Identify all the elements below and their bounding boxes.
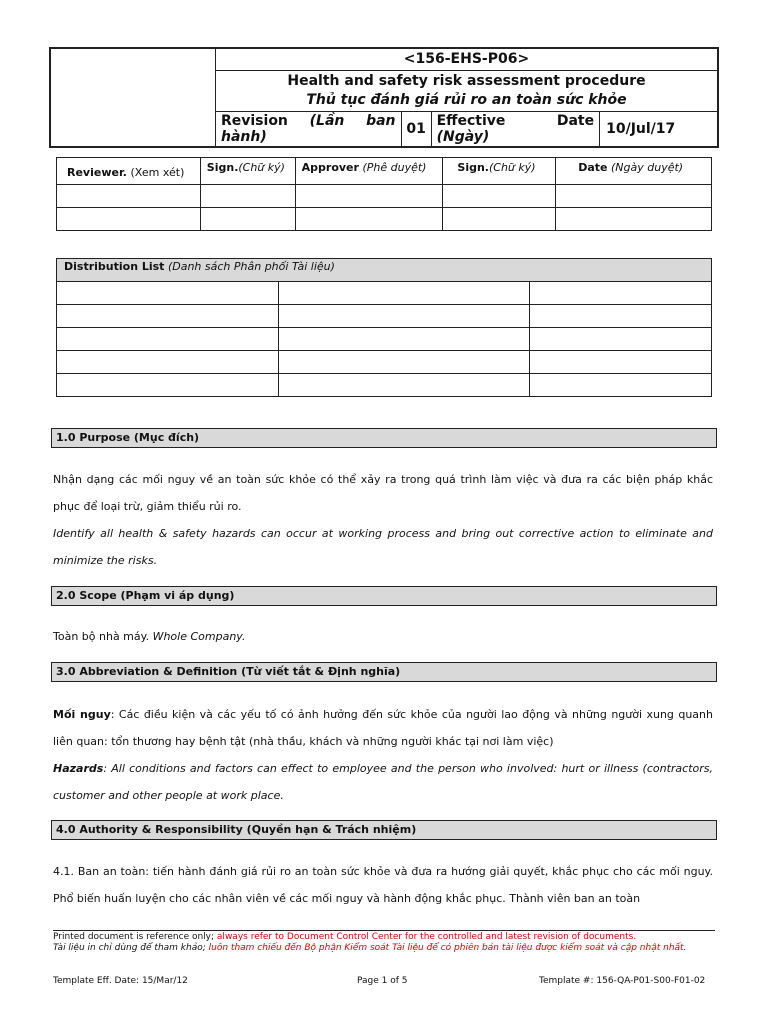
table-cell[interactable] — [278, 374, 530, 397]
footer-note-vi: Tài liệu in chỉ dùng để tham khảo; luôn tham chiếu đến Bộ phận Kiểm soát Tài liệu để có phiên bản tài liệu được kiểm soát và cập nhật nhất. — [53, 943, 687, 953]
approver-sign-header: Sign.(Chữ ký) — [443, 158, 556, 185]
table-row — [57, 328, 712, 351]
definition-vi: Mối nguy: Các điều kiện và các yếu tố có ảnh hưởng đến sức khỏe của người lao động và những người xung quanh liên quan: tổn thương hay bệnh tật (nhà thầu, khách và những người khác tại nơi làm việc) — [53, 708, 713, 748]
section-purpose-heading: 1.0 Purpose (Mục đích) — [51, 428, 717, 448]
table-cell[interactable] — [57, 282, 279, 305]
logo-cell — [50, 48, 215, 147]
table-cell[interactable] — [530, 351, 712, 374]
table-cell[interactable] — [57, 185, 201, 208]
table-cell[interactable] — [278, 351, 530, 374]
section-responsibility-heading: 4.0 Authority & Responsibility (Quyền hạn & Trách nhiệm) — [51, 820, 717, 840]
table-cell[interactable] — [295, 208, 443, 231]
effective-label-en: Effective — [436, 112, 506, 129]
table-row — [57, 351, 712, 374]
approval-date-header: Date (Ngày duyệt) — [556, 158, 712, 185]
revision-label-en: Revision — [220, 112, 288, 129]
purpose-text-en: Identify all health & safety hazards can occur at working process and bring out corrective action to eliminate and minimize the risks. — [53, 527, 713, 567]
review-approval-table — [56, 157, 712, 231]
table-cell[interactable] — [443, 208, 556, 231]
document-header-table — [49, 47, 719, 148]
table-cell[interactable] — [295, 185, 443, 208]
table-cell[interactable] — [200, 208, 295, 231]
effective-date-label — [431, 111, 600, 147]
table-cell[interactable] — [278, 282, 530, 305]
table-row — [57, 208, 712, 231]
doc-title-vi: Thủ tục đánh giá rủi ro an toàn sức khỏe — [306, 91, 627, 108]
template-number: Template #: 156-QA-P01-S00-F01-02 — [539, 976, 706, 986]
purpose-text-vi: Nhận dạng các mối nguy về an toàn sức khỏe có thể xảy ra trong quá trình làm việc và đưa ra các biện pháp khắc phục để loại trừ, giảm thiểu rủi ro. — [53, 473, 713, 513]
revision-label — [215, 111, 401, 147]
table-cell[interactable] — [57, 328, 279, 351]
table-row — [57, 282, 712, 305]
table-cell[interactable] — [57, 374, 279, 397]
purpose-text — [53, 466, 713, 574]
table-cell[interactable] — [530, 305, 712, 328]
reviewer-sign-header: Sign.(Chữ ký) — [200, 158, 295, 185]
table-cell[interactable] — [57, 305, 279, 328]
effective-date-value: 10/Jul/17 — [600, 111, 718, 147]
table-cell[interactable] — [278, 305, 530, 328]
date-label-en: Date — [556, 112, 595, 129]
distribution-list-table — [56, 258, 712, 397]
revision-label-vi-3: hành) — [220, 128, 267, 145]
table-row — [57, 185, 712, 208]
footer-divider — [53, 930, 715, 931]
footer-note-en: Printed document is reference only; always refer to Document Control Center for the controlled and latest revision of documents. — [53, 932, 637, 942]
effective-label-vi: (Ngày) — [436, 128, 490, 145]
table-cell[interactable] — [57, 208, 201, 231]
table-row — [57, 305, 712, 328]
definition-text — [53, 701, 713, 809]
table-cell[interactable] — [278, 328, 530, 351]
table-cell[interactable] — [530, 282, 712, 305]
doc-title-en: Health and safety risk assessment procedure — [287, 72, 646, 89]
doc-title — [215, 70, 718, 111]
definition-en: Hazards: All conditions and factors can effect to employee and the person who involved: hurt or illness (contractors, customer and other people at work place. — [53, 762, 713, 802]
table-cell[interactable] — [556, 185, 712, 208]
revision-label-vi-1: (Lần — [309, 112, 345, 129]
scope-text: Toàn bộ nhà máy. Whole Company. — [53, 630, 246, 643]
table-row — [57, 374, 712, 397]
table-cell[interactable] — [443, 185, 556, 208]
table-cell[interactable] — [200, 185, 295, 208]
revision-label-vi-2: ban — [366, 112, 396, 129]
table-cell[interactable] — [530, 374, 712, 397]
table-cell[interactable] — [57, 351, 279, 374]
page-number: Page 1 of 5 — [357, 976, 408, 986]
table-cell[interactable] — [556, 208, 712, 231]
section-scope-heading: 2.0 Scope (Phạm vi áp dụng) — [51, 586, 717, 606]
distribution-list-header: Distribution List (Danh sách Phân phối Tài liệu) — [57, 259, 712, 282]
responsibility-text: 4.1. Ban an toàn: tiến hành đánh giá rủi ro an toàn sức khỏe và đưa ra hướng giải quyết, khắc phục cho các mối nguy. Phổ biến huấn luyện cho các nhân viên về các mối nguy và hành động khắc phục. Thành viên ban an toàn — [53, 865, 713, 905]
revision-value: 01 — [401, 111, 431, 147]
reviewer-header: Reviewer. (Xem xét) — [57, 158, 201, 185]
approver-header: Approver (Phê duyệt) — [295, 158, 443, 185]
section-definition-heading: 3.0 Abbreviation & Definition (Từ viết tắt & Định nghĩa) — [51, 662, 717, 682]
template-effective-date: Template Eff. Date: 15/Mar/12 — [53, 976, 188, 986]
table-cell[interactable] — [530, 328, 712, 351]
doc-code: <156-EHS-P06> — [215, 48, 718, 70]
